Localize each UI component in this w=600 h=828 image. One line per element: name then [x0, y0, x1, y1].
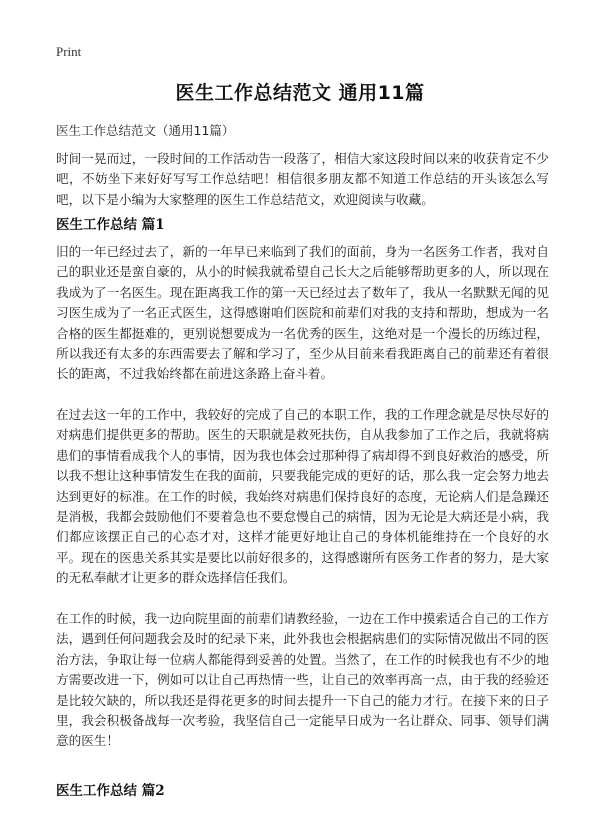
section-1-paragraph-3: 在工作的时候，我一边向院里面的前辈们请教经验，一边在工作中摸索适合自己的工作方法，遇到任何问题我会及时的纪录下来，此外我也会根据病患们的实际情况做出不同的医治方法，争取让每一位病人都能得到妥善的处置。当然了，在工作的时候我也有不少的地方需要改进一下，例如可以让自己再热情一些，让自己的效率再高一点，由于我的经验还是比较欠缺的，所以我还是得花更多的时间去提升一下自己的能力才行。在接下来的日子里，我会积极备战每一次考验，我坚信自己一定能早日成为一名让群众、同事、领导们满意的医生！	[56, 611, 549, 749]
print-link[interactable]: Print	[56, 44, 82, 59]
section-heading-1: 医生工作总结 篇1	[56, 217, 165, 233]
section-heading-2: 医生工作总结 篇2	[56, 783, 165, 799]
intro-paragraph: 时间一晃而过，一段时间的工作活动告一段落了，相信大家这段时间以来的收获肯定不少吧，不妨坐下来好好写写工作总结吧！相信很多朋友都不知道工作总结的开头该怎么写吧，以下是小编为大家整理的医生工作总结范文，欢迎阅读与收藏。	[56, 151, 549, 207]
page-title: 医生工作总结范文 通用11篇	[175, 82, 425, 104]
section-1-paragraph-1: 旧的一年已经过去了，新的一年早已来临到了我们的面前，身为一名医务工作者，我对自己的职业还是蛮自豪的，从小的时候我就希望自己长大之后能够帮助更多的人，所以现在我成为了一名医生。现在距离我工作的第一天已经过去了数年了，我从一名默默无闻的见习医生成为了一名正式医生，这得感谢咱们医院和前辈们对我的支持和帮助，想成为一名合格的医生都挺难的，更别说想要成为一名优秀的医生，这绝对是一个漫长的历练过程，所以我还有太多的东西需要去了解和学习了，至少从目前来看我距离自己的前辈还有着很长的距离，不过我始终都在前进这条路上奋斗着。	[56, 244, 549, 382]
section-1-paragraph-2: 在过去这一年的工作中，我较好的完成了自己的本职工作，我的工作理念就是尽快尽好的对病患们提供更多的帮助。医生的天职就是救死扶伤，自从我参加了工作之后，我就将病患们的事情看成我个人的事情，因为我也体会过那种得了病却得不到良好救治的感受，所以我不想让这种事情发生在我的面前，只要我能完成的更好的话，那么我一定会努力地去达到更好的标准。在工作的时候，我始终对病患们保持良好的态度，无论病人们是急躁还是消极，我都会鼓励他们不要着急也不要怠慢自己的病情，因为无论是大病还是小病，我们都应该摆正自己的心态才对，这样才能更好地让自己的身体机能维持在一个良好的水平。现在的医患关系其实是要比以前好很多的，这得感谢所有医务工作者的努力，是大家的无私奉献才让更多的群众选择信任我们。	[56, 407, 549, 586]
document-subtitle: 医生工作总结范文（通用11篇）	[56, 123, 235, 138]
